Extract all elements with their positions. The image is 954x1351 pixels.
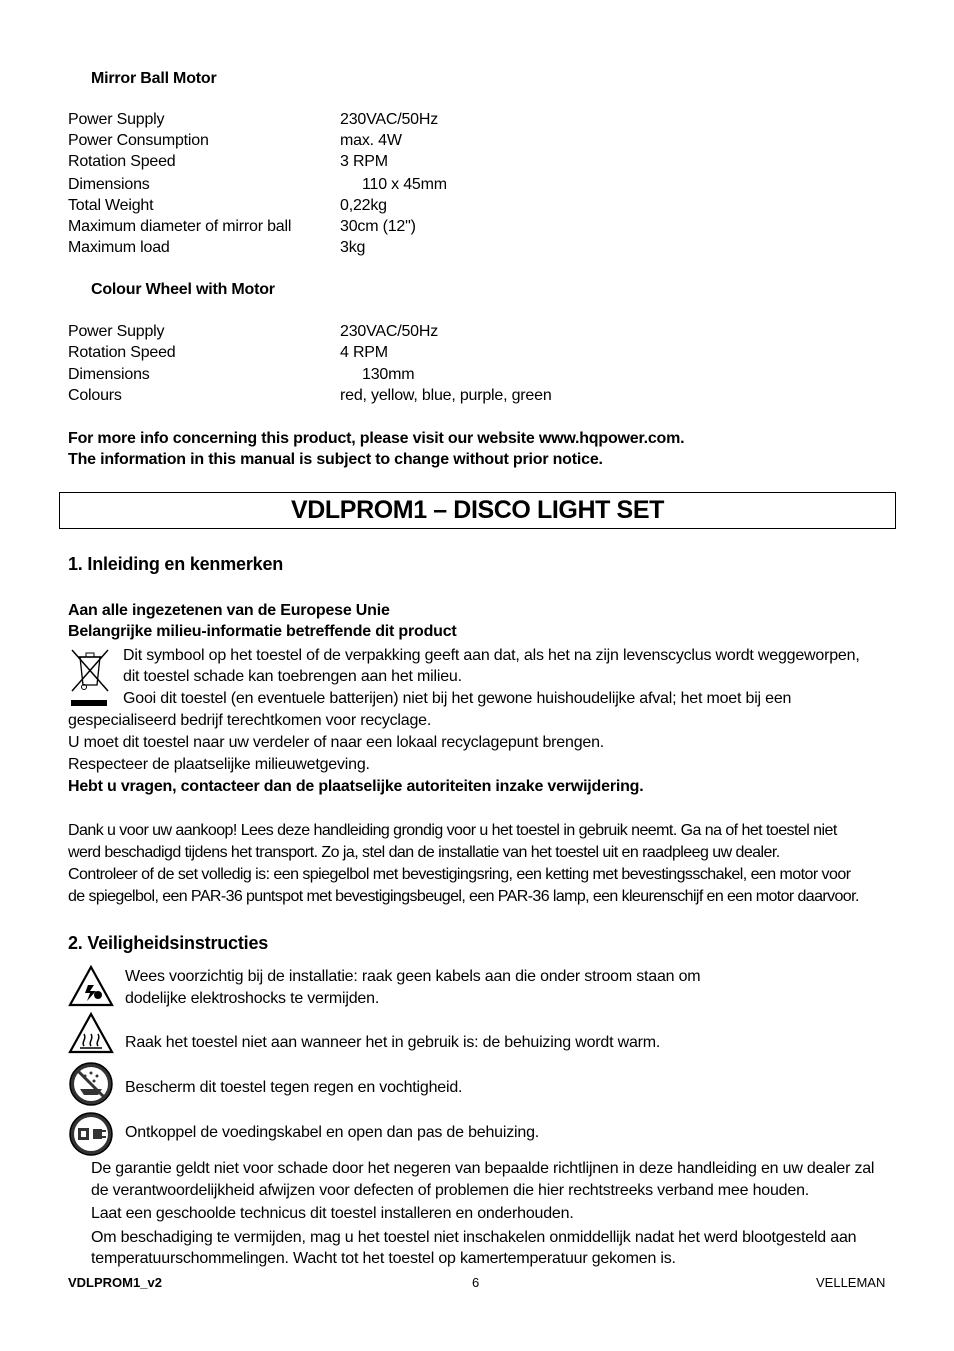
footer-page-number: 6 — [472, 1275, 480, 1290]
spec-value: 4 RPM — [340, 344, 388, 361]
spec-row — [68, 321, 668, 342]
colour-wheel-heading: Colour Wheel with Motor — [91, 281, 275, 298]
temperature-text: temperatuurschommelingen. Wacht tot het toestel op kamertemperatuur gekomen is. — [91, 1250, 676, 1267]
spec-label: Dimensions — [68, 366, 150, 383]
footer-brand: VELLEMAN — [816, 1275, 886, 1290]
environment-heading: Belangrijke milieu-informatie betreffende dit product — [68, 623, 457, 640]
shock-warning-text: Wees voorzichtig bij de installatie: raak geen kabels aan die onder stroom staan om — [125, 968, 701, 985]
spec-value: 3kg — [340, 239, 366, 256]
spec-row — [68, 130, 668, 151]
spec-value: max. 4W — [340, 132, 402, 149]
spec-label: Maximum load — [68, 239, 170, 256]
info-line: For more info concerning this product, please visit our website www.hqpower.com. — [68, 430, 685, 447]
spec-label: Total Weight — [68, 197, 154, 214]
weee-text: Dit symbool op het toestel of de verpakking geeft aan dat, als het na zijn levenscyclus wordt weggeworpen, — [123, 647, 860, 664]
spec-value: 0,22kg — [340, 197, 387, 214]
spec-value: 130mm — [362, 366, 415, 383]
spec-row — [68, 342, 668, 363]
shock-warning-text: dodelijke elektroshocks te vermijden. — [125, 990, 380, 1007]
spec-label: Maximum diameter of mirror ball — [68, 218, 292, 235]
spec-row — [68, 174, 668, 195]
no-rain-icon — [68, 1061, 114, 1107]
thanks-text: de spiegelbol, een PAR-36 puntspot met bevestigingsbeugel, een PAR-36 lamp, een kleurenschijf en een motor daarvoor. — [68, 888, 859, 905]
footer-doc-id: VDLPROM1_v2 — [68, 1275, 162, 1290]
spec-value: 230VAC/50Hz — [340, 323, 439, 340]
main-title: VDLPROM1 – DISCO LIGHT SET — [59, 492, 896, 529]
info-line: The information in this manual is subject to change without prior notice. — [68, 451, 603, 468]
unplug-power-icon — [68, 1111, 114, 1157]
spec-value: red, yellow, blue, purple, green — [340, 387, 552, 404]
spec-row — [68, 109, 668, 130]
spec-value: 3 RPM — [340, 153, 388, 170]
thanks-text: werd beschadigd tijdens het transport. Zo ja, stel dan de installatie van het toestel uit en raadpleeg uw dealer. — [68, 844, 780, 861]
spec-label: Power Supply — [68, 323, 165, 340]
weee-crossed-bin-icon — [68, 645, 112, 707]
thanks-text: Dank u voor uw aankoop! Lees deze handleiding grondig voor u het toestel in gebruik neemt. Ga na of het toestel niet — [68, 822, 837, 839]
hot-surface-text: Raak het toestel niet aan wanneer het in gebruik is: de behuizing wordt warm. — [125, 1034, 661, 1051]
rain-protection-text: Bescherm dit toestel tegen regen en vochtigheid. — [125, 1079, 463, 1096]
spec-row — [68, 151, 668, 172]
technician-text: Laat een geschoolde technicus dit toestel installeren en onderhouden. — [91, 1205, 574, 1222]
eu-heading: Aan alle ingezetenen van de Europese Unie — [68, 602, 390, 619]
weee-text: dit toestel schade kan toebrengen aan het milieu. — [123, 668, 462, 685]
spec-value: 230VAC/50Hz — [340, 111, 439, 128]
section-heading: 2. Veiligheidsinstructies — [68, 933, 269, 953]
thanks-text: Controleer of de set volledig is: een spiegelbol met bevestigingsring, een ketting met bevestingsschakel, een motor voor — [68, 866, 851, 883]
spec-label: Rotation Speed — [68, 344, 176, 361]
spec-row — [68, 195, 668, 216]
spec-row — [68, 237, 668, 258]
mirror-ball-motor-heading: Mirror Ball Motor — [91, 70, 217, 87]
spec-value: 30cm (12") — [340, 218, 416, 235]
section-heading: 1. Inleiding en kenmerken — [68, 554, 284, 574]
spec-label: Rotation Speed — [68, 153, 176, 170]
temperature-text: Om beschadiging te vermijden, mag u het toestel niet inschakelen onmiddellijk nadat het werd blootgesteld aan — [91, 1229, 857, 1246]
hot-surface-warning-icon — [68, 1012, 114, 1054]
weee-bold-text: Hebt u vragen, contacteer dan de plaatselijke autoriteiten inzake verwijdering. — [68, 778, 644, 795]
spec-row — [68, 364, 668, 385]
spec-label: Colours — [68, 387, 122, 404]
electric-shock-warning-icon — [68, 965, 114, 1007]
spec-value: 110 x 45mm — [362, 176, 447, 193]
spec-row — [68, 216, 668, 237]
warranty-text: De garantie geldt niet voor schade door het negeren van bepaalde richtlijnen in deze handleiding en uw dealer zal — [91, 1160, 875, 1177]
warranty-text: de verantwoordelijkheid afwijzen voor defecten of problemen die hier rechtstreeks verband mee houden. — [91, 1182, 810, 1199]
spec-row — [68, 385, 668, 406]
spec-label: Dimensions — [68, 176, 150, 193]
weee-text: Respecteer de plaatselijke milieuwetgeving. — [68, 756, 370, 773]
spec-label: Power Supply — [68, 111, 165, 128]
weee-text: Gooi dit toestel (en eventuele batterijen) niet bij het gewone huishoudelijke afval; het moet bij een — [123, 690, 792, 707]
spec-label: Power Consumption — [68, 132, 209, 149]
weee-text: gespecialiseerd bedrijf terechtkomen voor recyclage. — [68, 712, 432, 729]
weee-text: U moet dit toestel naar uw verdeler of naar een lokaal recyclagepunt brengen. — [68, 734, 605, 751]
unplug-text: Ontkoppel de voedingskabel en open dan pas de behuizing. — [125, 1124, 540, 1141]
